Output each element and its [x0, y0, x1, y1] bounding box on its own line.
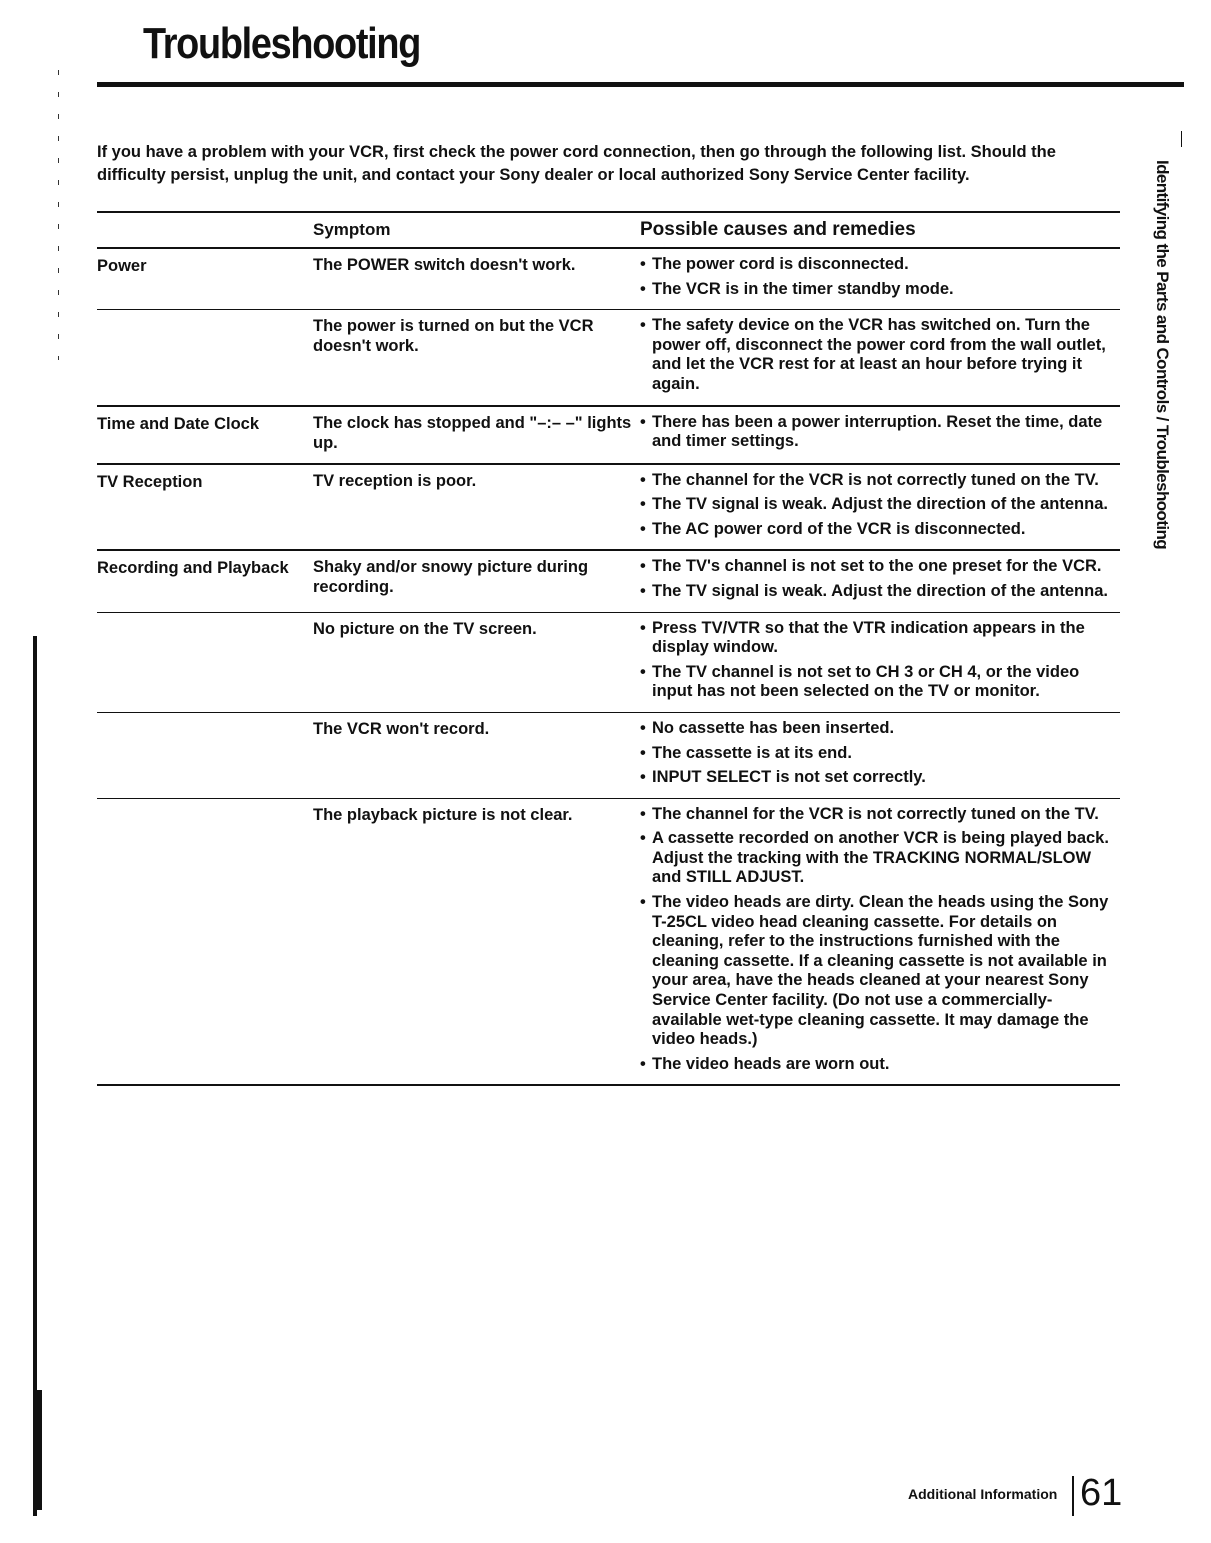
remedy-text: The channel for the VCR is not correctly tuned on the TV. — [652, 470, 1099, 489]
table-row — [97, 309, 1120, 404]
bullet-icon: • — [640, 1054, 646, 1073]
remedy-text: The cassette is at its end. — [652, 743, 852, 762]
remedy-item — [640, 744, 1120, 764]
bullet-icon: • — [640, 557, 646, 576]
remedy-item — [640, 280, 1120, 300]
remedy-text: The channel for the VCR is not correctly tuned on the TV. — [652, 804, 1099, 823]
side-tab-label: Identifying the Parts and Controls / Troubleshooting — [1153, 160, 1172, 550]
remedies-list — [640, 799, 1120, 1085]
intro-paragraph: If you have a problem with your VCR, first check the power cord connection, then go through the following list. Should the difficulty persist, unplug the unit, and contact your Sony dealer or local authorized Sony Service Center facility. — [97, 143, 1056, 184]
remedy-item — [640, 471, 1120, 491]
symptom-text: The playback picture is not clear. — [313, 805, 573, 824]
remedies-list — [640, 310, 1120, 404]
bullet-icon: • — [640, 768, 646, 787]
category-label — [97, 613, 313, 712]
remedy-item — [640, 582, 1120, 602]
category-label — [97, 713, 313, 798]
page-number: 61 — [1080, 1472, 1123, 1514]
header-remedies: Possible causes and remedies — [640, 219, 916, 240]
symptom-text: TV reception is poor. — [313, 471, 477, 490]
remedy-text: A cassette recorded on another VCR is being played back. Adjust the tracking with the TRACKING NORMAL/SLOW and STILL ADJUST. — [652, 829, 1109, 887]
bullet-icon: • — [640, 718, 646, 737]
remedy-item — [640, 255, 1120, 275]
remedies-list — [640, 713, 1120, 798]
bullet-icon: • — [640, 893, 646, 912]
remedy-item — [640, 805, 1120, 825]
remedies-list — [640, 465, 1120, 550]
bullet-icon: • — [640, 804, 646, 823]
remedies-list — [640, 249, 1120, 309]
table-group — [97, 465, 1120, 552]
bullet-icon: • — [640, 519, 646, 538]
remedies-list — [640, 407, 1120, 463]
remedy-text: There has been a power interruption. Reset the time, date and timer settings. — [652, 412, 1103, 451]
bullet-icon: • — [640, 412, 646, 431]
remedy-text: Press TV/VTR so that the VTR indication appears in the display window. — [652, 618, 1085, 657]
table-row — [97, 465, 1120, 550]
table-group — [97, 407, 1120, 465]
category-label: Recording and Playback — [97, 559, 289, 578]
remedy-text: The safety device on the VCR has switched on. Turn the power off, disconnect the power cord from the wall outlet, and let the VCR rest for at least an hour before trying it again. — [652, 316, 1106, 393]
category-label: Time and Date Clock — [97, 414, 259, 433]
remedy-item — [640, 413, 1120, 452]
bullet-icon: • — [640, 743, 646, 762]
table-row — [97, 712, 1120, 798]
symptom-text: No picture on the TV screen. — [313, 619, 537, 638]
bullet-icon: • — [640, 279, 646, 298]
remedies-list — [640, 551, 1120, 611]
remedy-item — [640, 663, 1120, 702]
table-row — [97, 612, 1120, 712]
margin-bar-thick — [35, 1390, 42, 1510]
footer-section-label: Additional Information — [908, 1486, 1058, 1502]
remedies-list — [640, 613, 1120, 712]
header-symptom: Symptom — [313, 220, 391, 239]
table-group — [97, 551, 1120, 1086]
remedy-text: The video heads are worn out. — [652, 1054, 890, 1073]
symptom-text: The POWER switch doesn't work. — [313, 256, 576, 274]
remedy-text: INPUT SELECT is not set correctly. — [652, 768, 926, 787]
remedy-item — [640, 719, 1120, 739]
table-group — [97, 249, 1120, 407]
category-label: Power — [97, 257, 147, 275]
remedy-item — [640, 495, 1120, 515]
remedy-text: The AC power cord of the VCR is disconnected. — [652, 519, 1026, 538]
remedy-text: The TV signal is weak. Adjust the direction of the antenna. — [652, 581, 1108, 600]
remedy-text: The TV channel is not set to CH 3 or CH 4, or the video input has not been selected on the TV or monitor. — [652, 662, 1080, 701]
bullet-icon: • — [640, 581, 646, 600]
category-label — [97, 799, 313, 1085]
title-rule — [97, 82, 1184, 87]
table-row — [97, 407, 1120, 463]
bullet-icon: • — [640, 470, 646, 489]
troubleshooting-table — [97, 211, 1120, 1086]
remedy-text: The TV's channel is not set to the one preset for the VCR. — [652, 557, 1102, 576]
table-header — [97, 211, 1120, 249]
category-label — [97, 310, 313, 404]
remedy-text: The TV signal is weak. Adjust the direction of the antenna. — [652, 495, 1108, 514]
symptom-text: Shaky and/or snowy picture during recording. — [313, 558, 589, 597]
remedy-item — [640, 1055, 1120, 1075]
symptom-text: The VCR won't record. — [313, 719, 490, 738]
side-tab-marker — [1181, 131, 1182, 147]
bullet-icon: • — [640, 255, 646, 273]
remedy-item — [640, 316, 1120, 394]
bullet-icon: • — [640, 495, 646, 514]
margin-bar — [33, 636, 37, 1516]
remedy-item — [640, 829, 1120, 888]
category-label: TV Reception — [97, 472, 203, 491]
page-title: Troubleshooting — [143, 19, 421, 68]
remedy-text: The power cord is disconnected. — [652, 255, 909, 273]
remedy-item — [640, 619, 1120, 658]
table-row — [97, 249, 1120, 309]
remedy-item — [640, 520, 1120, 540]
symptom-text: The power is turned on but the VCR doesn't work. — [313, 317, 594, 356]
remedy-text: No cassette has been inserted. — [652, 718, 895, 737]
margin-dashes — [58, 70, 59, 360]
table-row — [97, 551, 1120, 611]
bullet-icon: • — [640, 316, 646, 335]
remedy-text: The video heads are dirty. Clean the heads using the Sony T-25CL video head cleaning cassette. For details on cleaning, refer to the instructions furnished with the cleaning cassette. If a cleaning cassette is not available in your area, have the heads cleaned at your nearest Sony Service Center facility. (Do not use a commercially-available wet-type cleaning cassette. It may damage the video heads.) — [652, 893, 1109, 1049]
bullet-icon: • — [640, 618, 646, 637]
bullet-icon: • — [640, 662, 646, 681]
table-body — [97, 249, 1120, 1086]
table-row — [97, 798, 1120, 1085]
remedy-item — [640, 557, 1120, 577]
bullet-icon: • — [640, 829, 646, 848]
symptom-text: The clock has stopped and "–:– –" lights up. — [313, 413, 632, 452]
footer-rule — [1072, 1476, 1074, 1516]
remedy-text: The VCR is in the timer standby mode. — [652, 279, 954, 298]
remedy-item — [640, 768, 1120, 788]
remedy-item — [640, 893, 1120, 1050]
